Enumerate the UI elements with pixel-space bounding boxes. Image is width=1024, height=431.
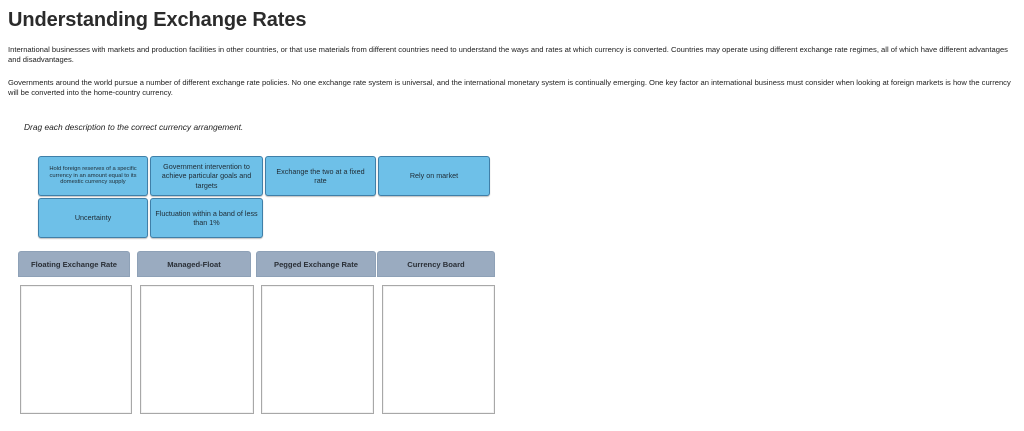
tile-uncertainty[interactable] (38, 198, 148, 238)
drop-zone-pegged[interactable] (261, 285, 374, 414)
drop-zone-currency-board[interactable] (382, 285, 495, 414)
tile-label: Hold foreign reserves of a specific currency in an amount equal to its domestic currency supply (49, 165, 137, 186)
tile-hold-foreign-reserves[interactable] (38, 156, 148, 196)
drop-zone-managed-float[interactable] (140, 285, 254, 414)
tile-fluctuation-band[interactable] (150, 198, 263, 238)
page-title: Understanding Exchange Rates (8, 9, 307, 31)
tile-label: Uncertainty (74, 213, 112, 223)
column-header-currency-board: Currency Board (377, 251, 495, 277)
drag-instruction: Drag each description to the correct currency arrangement. (24, 122, 244, 132)
tile-label: Government intervention to achieve particular goals and targets (161, 162, 252, 190)
column-header-pegged: Pegged Exchange Rate (256, 251, 376, 277)
tile-label: Fluctuation within a band of less than 1% (155, 208, 258, 227)
column-header-floating: Floating Exchange Rate (18, 251, 130, 277)
tile-label: Rely on market (409, 171, 459, 181)
intro-paragraph-1: International businesses with markets and production facilities in other countries, or that use materials from different countries need to understand the ways and rates at which currency is converted. Countries may operate using different exchange rate regimes, all of which have different advantages and disadvantages. (8, 45, 1008, 64)
tile-government-intervention[interactable] (150, 156, 263, 196)
tile-rely-on-market[interactable] (378, 156, 490, 196)
column-header-managed-float: Managed-Float (137, 251, 251, 277)
tile-exchange-fixed-rate[interactable] (265, 156, 376, 196)
intro-paragraph-2: Governments around the world pursue a number of different exchange rate policies. No one exchange rate system is universal, and the international monetary system is continually emerging. One key factor an international business must consider when looking at foreign markets is how the currency will be converted into the home-country currency. (8, 78, 1011, 97)
tile-label: Exchange the two at a fixed rate (276, 166, 365, 185)
drop-zone-floating[interactable] (20, 285, 132, 414)
